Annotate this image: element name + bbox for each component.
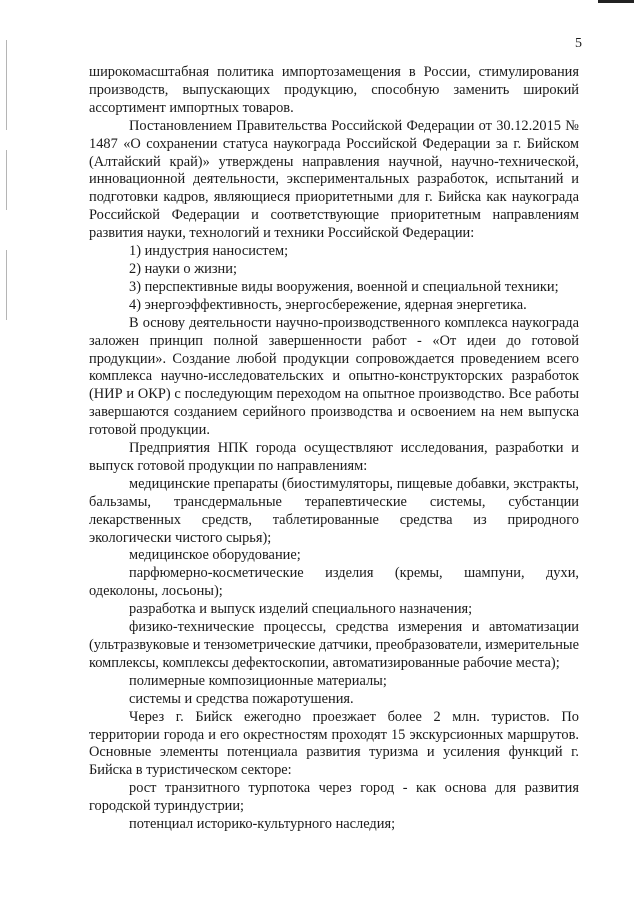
paragraph: системы и средства пожаротушения. xyxy=(129,690,354,707)
paragraph: разработка и выпуск изделий специального назначения; xyxy=(129,601,473,618)
paragraph: 1) индустрия наносистем; xyxy=(129,243,289,260)
paragraph: полимерные композиционные материалы; xyxy=(129,672,387,689)
paragraph: 3) перспективные виды вооружения, военной и специальной техники; xyxy=(129,278,559,295)
scan-margin-mark xyxy=(6,250,7,320)
paragraph: Предприятия НПК города осуществляют исследования, разработки и выпуск готовой продукции по направлениям: xyxy=(89,440,579,474)
paragraph: В основу деятельности научно-производственного комплекса наукограда заложен принцип полной завершенности работ - «От идеи до готовой продукции». Создание любой продукции сопровождается проведением всего комплекса научно-исследовательских и опытно-конструкторских разработок (НИР и ОКР) с последующим переходом на опытное производство. Все работы завершаются созданием серийного производства и освоением на нем выпуска готовой продукции. xyxy=(89,314,579,439)
document-body xyxy=(89,64,579,834)
paragraph: медицинские препараты (биостимуляторы, пищевые добавки, экстракты, бальзамы, трансдермальные терапевтические системы, субстанции лекарственных средств, таблетированные средства из природного экологически чистого сырья); xyxy=(89,475,579,546)
scan-margin-mark xyxy=(6,40,7,130)
paragraph: 2) науки о жизни; xyxy=(129,260,237,277)
paragraph: широкомасштабная политика импортозамещения в России, стимулирования производств, выпускающих продукцию, способную заменить широкий ассортимент импортных товаров. xyxy=(89,64,579,116)
paragraph: Постановлением Правительства Российской Федерации от 30.12.2015 № 1487 «О сохранении статуса наукограда Российской Федерации за г. Бийском (Алтайский край)» утверждены направления научной, научно-технической, инновационной деятельности, экспериментальных разработок, испытаний и подготовки кадров, являющиеся приоритетными для г. Бийска как наукограда Российской Федерации и соответствующие приоритетным направлениям развития науки, технологий и техники Российской Федерации: xyxy=(89,117,579,242)
paragraph: 4) энергоэффективность, энергосбережение, ядерная энергетика. xyxy=(129,296,527,313)
paragraph: Через г. Бийск ежегодно проезжает более 2 млн. туристов. По территории города и его окрестностям проходят 15 экскурсионных маршрутов. Основные элементы потенциала развития туризма и усиления функций г. Бийска в туристическом секторе: xyxy=(89,708,579,779)
scan-margin-mark xyxy=(6,150,7,210)
paragraph: парфюмерно-косметические изделия (кремы, шампуни, духи, одеколоны, лосьоны); xyxy=(89,565,579,600)
paragraph: рост транзитного турпотока через город - как основа для развития городской туриндустрии; xyxy=(89,780,579,815)
scan-corner-mark xyxy=(598,0,634,3)
paragraph: потенциал историко-культурного наследия; xyxy=(129,816,396,833)
page-number: 5 xyxy=(575,36,582,51)
paragraph: физико-технические процессы, средства измерения и автоматизации (ультразвуковые и тензометрические датчики, преобразователи, измерительные комплексы, комплексы дефектоскопии, автоматизированные рабочие места); xyxy=(89,619,579,671)
paragraph: медицинское оборудование; xyxy=(129,547,301,564)
